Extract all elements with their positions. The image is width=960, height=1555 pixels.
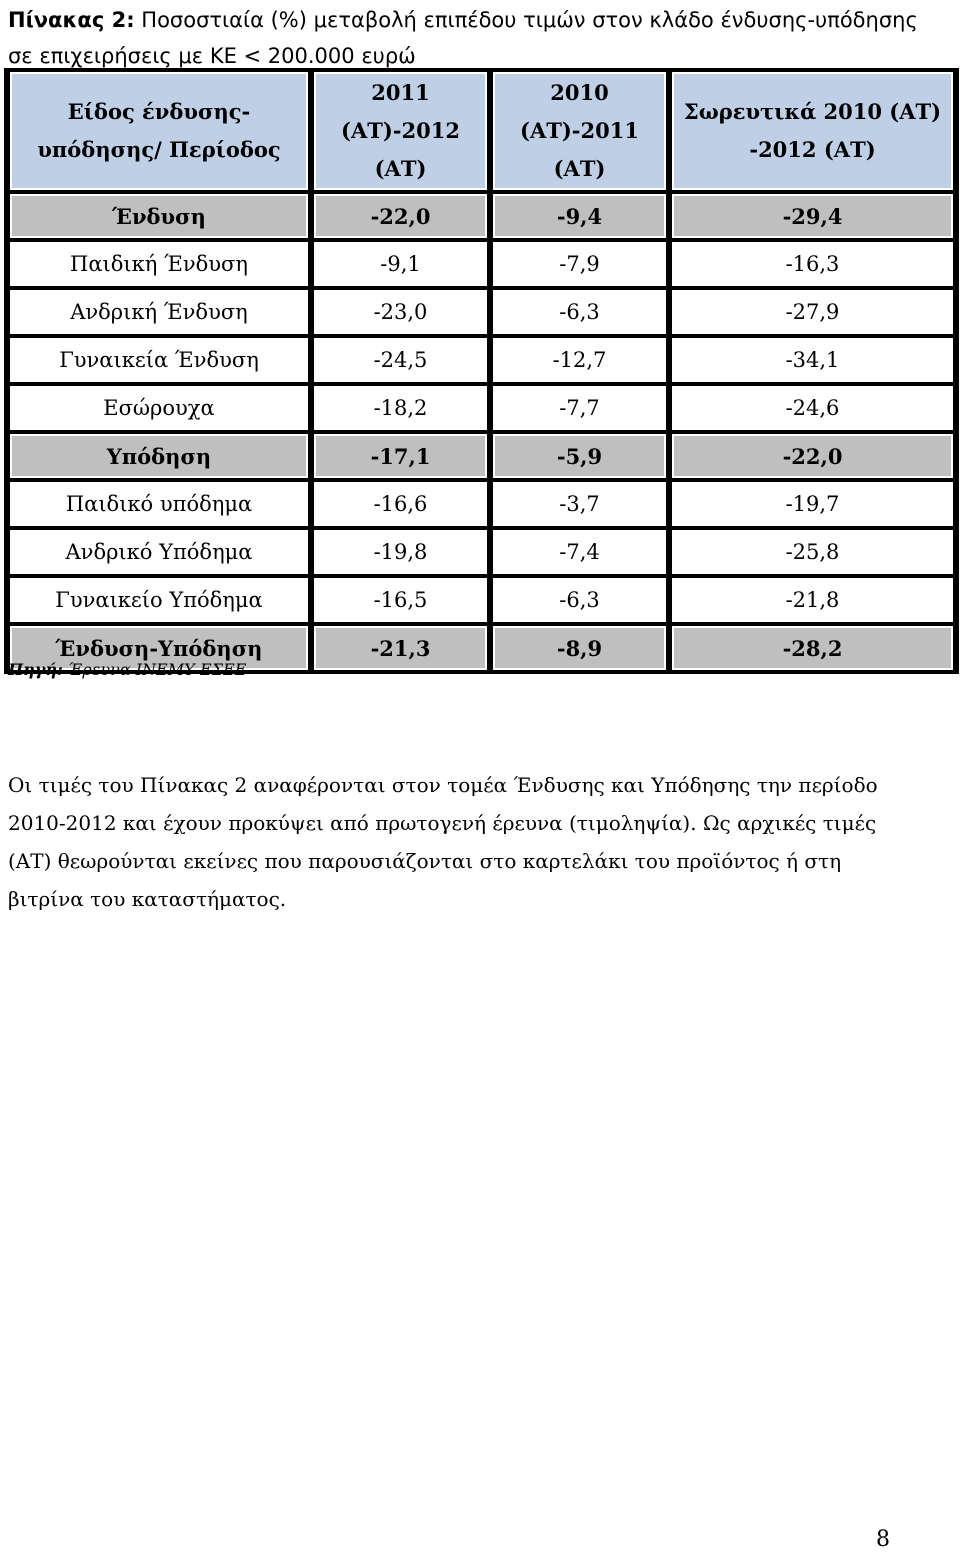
value-cell: -22,0 bbox=[672, 434, 953, 478]
value-cell: -7,9 bbox=[493, 242, 666, 286]
value-cell: -16,5 bbox=[314, 578, 487, 622]
table-row bbox=[10, 242, 953, 286]
value-cell: -27,9 bbox=[672, 290, 953, 334]
table-header-row bbox=[10, 72, 953, 190]
value-cell: -23,0 bbox=[314, 290, 487, 334]
row-label-cell: Ανδρική Ένδυση bbox=[10, 290, 308, 334]
value-cell: -7,4 bbox=[493, 530, 666, 574]
value-cell: -21,3 bbox=[314, 626, 487, 670]
value-cell: -5,9 bbox=[493, 434, 666, 478]
table-row bbox=[10, 338, 953, 382]
table-caption bbox=[8, 2, 948, 74]
row-label-cell: Παιδικό υπόδημα bbox=[10, 482, 308, 526]
value-cell: -28,2 bbox=[672, 626, 953, 670]
table-group-row bbox=[10, 194, 953, 238]
source-note bbox=[8, 660, 246, 679]
price-change-table bbox=[4, 68, 959, 674]
value-cell: -24,6 bbox=[672, 386, 953, 430]
column-header: 2011 (ΑΤ)-2012 (ΑΤ) bbox=[314, 72, 487, 190]
value-cell: -9,4 bbox=[493, 194, 666, 238]
row-label-cell: Εσώρουχα bbox=[10, 386, 308, 430]
value-cell: -19,8 bbox=[314, 530, 487, 574]
table-row bbox=[10, 386, 953, 430]
row-label-cell: Γυναικεία Ένδυση bbox=[10, 338, 308, 382]
value-cell: -6,3 bbox=[493, 578, 666, 622]
value-cell: -24,5 bbox=[314, 338, 487, 382]
row-label-cell: Υπόδηση bbox=[10, 434, 308, 478]
table-group-row bbox=[10, 434, 953, 478]
source-label: Πηγή: bbox=[8, 660, 63, 679]
value-cell: -17,1 bbox=[314, 434, 487, 478]
caption-label: Πίνακας 2: bbox=[8, 8, 135, 32]
row-label-cell: Ανδρικό Υπόδημα bbox=[10, 530, 308, 574]
row-label-cell: Ένδυση-Υπόδηση bbox=[10, 626, 308, 670]
value-cell: -19,7 bbox=[672, 482, 953, 526]
value-cell: -22,0 bbox=[314, 194, 487, 238]
row-label-cell: Γυναικείο Υπόδημα bbox=[10, 578, 308, 622]
value-cell: -16,6 bbox=[314, 482, 487, 526]
column-header: 2010 (ΑΤ)-2011 (ΑΤ) bbox=[493, 72, 666, 190]
caption-text: Ποσοστιαία (%) μεταβολή επιπέδου τιμών στον κλάδο ένδυσης-υπόδησης σε επιχειρήσεις με ΚΕ < 200.000 ευρώ bbox=[8, 8, 918, 68]
value-cell: -25,8 bbox=[672, 530, 953, 574]
value-cell: -9,1 bbox=[314, 242, 487, 286]
table-row bbox=[10, 530, 953, 574]
value-cell: -3,7 bbox=[493, 482, 666, 526]
table-row bbox=[10, 482, 953, 526]
value-cell: -18,2 bbox=[314, 386, 487, 430]
column-header: Είδος ένδυσης-υπόδησης/ Περίοδος bbox=[10, 72, 308, 190]
value-cell: -29,4 bbox=[672, 194, 953, 238]
value-cell: -16,3 bbox=[672, 242, 953, 286]
body-paragraph: Οι τιμές του Πίνακας 2 αναφέρονται στον τομέα Ένδυσης και Υπόδησης την περίοδο 2010-2012 και έχουν προκύψει από πρωτογενή έρευνα (τιμοληψία). Ως αρχικές τιμές (ΑΤ) θεωρούνται εκείνες που παρουσιάζονται στο καρτελάκι του προϊόντος ή στη βιτρίνα του καταστήματος. bbox=[8, 773, 878, 911]
value-cell: -8,9 bbox=[493, 626, 666, 670]
value-cell: -12,7 bbox=[493, 338, 666, 382]
row-label-cell: Ένδυση bbox=[10, 194, 308, 238]
value-cell: -6,3 bbox=[493, 290, 666, 334]
value-cell: -21,8 bbox=[672, 578, 953, 622]
page-number: 8 bbox=[876, 1527, 890, 1552]
column-header: Σωρευτικά 2010 (ΑΤ) -2012 (ΑΤ) bbox=[672, 72, 953, 190]
value-cell: -7,7 bbox=[493, 386, 666, 430]
row-label-cell: Παιδική Ένδυση bbox=[10, 242, 308, 286]
value-cell: -34,1 bbox=[672, 338, 953, 382]
table-row bbox=[10, 290, 953, 334]
source-text: Έρευνα ΙΝΕΜΥ-ΕΣΕΕ bbox=[67, 660, 247, 679]
table-row bbox=[10, 578, 953, 622]
